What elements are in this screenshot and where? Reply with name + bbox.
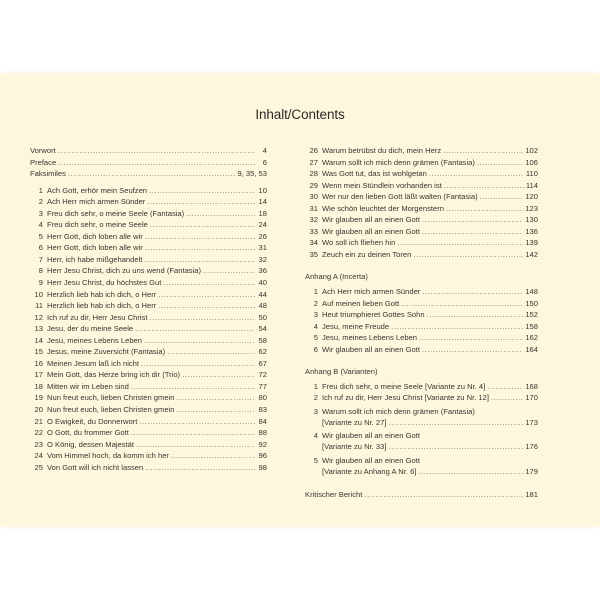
toc-entry[interactable]: [30, 404, 267, 416]
entry-number: 25: [34, 462, 43, 472]
entry-label: Jesu, der du meine Seele: [47, 324, 134, 334]
toc-entry[interactable]: [30, 381, 267, 393]
entry-label-continued: [Variante zu Anhang A Nr. 6]: [322, 467, 417, 477]
page-title: Inhalt/Contents: [255, 107, 345, 122]
entry-page: 92: [258, 439, 267, 449]
toc-entry[interactable]: [305, 249, 538, 261]
dot-leader: [480, 191, 524, 203]
entry-number: 11: [35, 301, 43, 311]
dot-leader: [58, 145, 255, 157]
entry-number: 28: [309, 169, 318, 179]
entry-number: 1: [313, 381, 318, 391]
dot-leader: [429, 168, 524, 180]
entry-label: Nun freut euch, lieben Christen gmein: [47, 405, 175, 415]
toc-entry[interactable]: [305, 180, 538, 192]
entry-number: 1: [38, 185, 43, 195]
entry-page: 120: [525, 192, 538, 202]
dot-leader: [422, 286, 523, 298]
toc-entry[interactable]: [30, 358, 267, 370]
contents-left-column: [30, 145, 267, 473]
entry-page: 31: [258, 243, 267, 253]
dot-leader: [203, 265, 255, 277]
dot-leader: [446, 203, 523, 215]
toc-entry[interactable]: [30, 231, 267, 243]
dot-leader: [182, 369, 255, 381]
appendix-a-list: [305, 286, 538, 355]
toc-entry[interactable]: [30, 208, 267, 220]
dot-leader: [419, 332, 523, 344]
entry-number: 2: [38, 197, 43, 207]
entry-page: 176: [525, 442, 538, 452]
dot-leader: [176, 392, 255, 404]
entry-label: Was Gott tut, das ist wohlgetan: [322, 169, 427, 179]
entry-label: Herr Gott, dich loben alle wir: [47, 243, 143, 253]
entry-number: 5: [313, 333, 318, 343]
toc-entry[interactable]: [305, 203, 538, 215]
entry-number: 33: [309, 226, 318, 236]
entry-number: 30: [309, 192, 318, 202]
entry-number: 18: [34, 381, 43, 391]
toc-entry[interactable]: [305, 286, 538, 298]
dot-leader: [443, 145, 523, 157]
entry-page: 168: [525, 381, 538, 391]
dot-leader: [186, 208, 255, 220]
dot-leader: [388, 441, 523, 453]
entry-label: Wir glauben all an einen Gott: [322, 344, 420, 354]
entry-page: 62: [258, 347, 267, 357]
entry-label: Herzlich lieb hab ich dich, o Herr: [47, 301, 157, 311]
entry-number: 6: [38, 243, 43, 253]
entry-label: Jesu, meines Lebens Leben: [47, 335, 142, 345]
dot-leader: [150, 219, 255, 231]
entry-label: Herr Jesu Christ, dich zu uns wend (Fantasia): [47, 266, 202, 276]
contents-page: [0, 74, 600, 526]
entry-number: 16: [34, 358, 43, 368]
entry-number: 2: [313, 393, 318, 403]
entry-label-continued: [Variante zu Nr. 27]: [322, 417, 387, 427]
toc-entry[interactable]: [305, 298, 538, 310]
toc-entry-faksimiles[interactable]: [30, 168, 267, 180]
entry-page: 83: [258, 405, 267, 415]
entry-page: 48: [258, 301, 267, 311]
entry-number: 35: [309, 249, 318, 259]
entry-page: 4: [262, 146, 267, 155]
entry-page: 58: [258, 335, 267, 345]
toc-entry[interactable]: [30, 450, 267, 462]
dot-leader: [68, 168, 236, 180]
entry-label: Mein Gott, das Herze bring ich dir (Trio): [47, 370, 181, 380]
toc-entry-kritischer-bericht[interactable]: [305, 489, 538, 501]
toc-entry[interactable]: [305, 145, 538, 157]
toc-entry[interactable]: [30, 300, 267, 312]
toc-entry-vorwort[interactable]: [30, 145, 267, 157]
entry-label: Wir glauben all an einen Gott: [322, 431, 420, 441]
toc-entry[interactable]: [305, 407, 538, 429]
toc-entry[interactable]: [30, 346, 267, 358]
entry-number: 5: [38, 231, 43, 241]
entry-page: 164: [525, 344, 538, 354]
toc-entry[interactable]: [305, 344, 538, 356]
right-entries-list: [305, 145, 538, 260]
entry-label: Warum sollt ich mich denn grämen (Fantasia): [322, 406, 475, 416]
dot-leader: [401, 298, 523, 310]
dot-leader: [444, 180, 524, 192]
entry-page: 102: [525, 146, 538, 155]
toc-entry[interactable]: [30, 427, 267, 439]
entry-label: Heut triumphieret Gottes Sohn: [322, 310, 425, 320]
entry-page: 10: [258, 185, 267, 195]
entry-label: O König, dessen Majestät: [47, 439, 134, 449]
entry-label: Zeuch ein zu deinen Toren: [322, 249, 412, 259]
entry-label: Freu dich sehr, o meine Seele [Variante zu Nr. 4]: [322, 381, 486, 391]
contents-right-column: [305, 145, 538, 500]
dot-leader: [413, 249, 523, 261]
entry-page: 26: [258, 231, 267, 241]
entry-number: 31: [309, 203, 318, 213]
entry-number: 4: [313, 321, 318, 331]
toc-entry[interactable]: [30, 196, 267, 208]
entry-page: 158: [525, 321, 538, 331]
entry-label: Freu dich sehr, o meine Seele (Fantasia): [47, 208, 185, 218]
entry-number: 12: [34, 312, 43, 322]
toc-entry[interactable]: [305, 157, 538, 169]
toc-entry[interactable]: [305, 237, 538, 249]
toc-entry[interactable]: [30, 219, 267, 231]
entry-number: 6: [313, 344, 318, 354]
dot-leader: [131, 427, 255, 439]
entry-page: 67: [258, 358, 267, 368]
toc-entry[interactable]: [30, 369, 267, 381]
dot-leader: [158, 300, 255, 312]
appendix-a-heading: Anhang A (Incerta): [305, 272, 368, 282]
entry-page: 6: [262, 157, 267, 167]
entry-label: Ach Herr mich armen Sünder: [322, 287, 421, 297]
dot-leader: [145, 231, 255, 243]
toc-entry[interactable]: [305, 168, 538, 180]
entry-label-continued: [Variante zu Nr. 33]: [322, 442, 387, 452]
entry-page: 77: [258, 381, 267, 391]
dot-leader: [135, 323, 255, 335]
entry-page: 136: [525, 226, 538, 236]
entry-number: 4: [38, 220, 43, 230]
entry-page: 162: [525, 333, 538, 343]
toc-entry[interactable]: [30, 185, 267, 197]
entry-label: Wir glauben all an einen Gott: [322, 226, 420, 236]
entry-label: Vom Himmel hoch, da komm ich her: [47, 451, 169, 461]
dot-leader: [422, 344, 523, 356]
entry-page: 32: [258, 254, 267, 264]
entry-page: 98: [258, 462, 267, 472]
dot-leader: [477, 157, 523, 169]
entry-number: 8: [38, 266, 43, 276]
dot-leader: [144, 335, 255, 347]
entry-page: 110: [525, 169, 538, 179]
toc-entry[interactable]: [30, 242, 267, 254]
dot-leader: [418, 466, 523, 478]
entry-page: 106: [525, 157, 538, 167]
entry-page: 18: [258, 208, 267, 218]
toc-entry[interactable]: [30, 277, 267, 289]
dot-leader: [391, 321, 523, 333]
entry-label: O Ewigkeit, du Donnerwort: [47, 416, 138, 426]
entry-number: 3: [313, 406, 318, 416]
dot-leader: [422, 214, 523, 226]
entry-number: 23: [34, 439, 43, 449]
toc-entry[interactable]: [305, 332, 538, 344]
left-entries-list: [30, 185, 267, 474]
entry-label: Jesu, meines Lebens Leben: [322, 333, 417, 343]
entry-page: 9, 35, 53: [237, 169, 267, 179]
entry-label: Herzlich lieb hab ich dich, o Herr: [47, 289, 157, 299]
entry-page: 150: [525, 298, 538, 308]
entry-number: 13: [34, 324, 43, 334]
entry-number: 10: [34, 289, 43, 299]
entry-label: Nun freut euch, lieben Christen gmein: [47, 393, 175, 403]
dot-leader: [145, 462, 255, 474]
dot-leader: [131, 381, 255, 393]
entry-page: 50: [258, 312, 267, 322]
entry-number: 26: [309, 146, 318, 155]
entry-page: 14: [258, 197, 267, 207]
toc-entry[interactable]: [30, 335, 267, 347]
toc-entry[interactable]: [30, 323, 267, 335]
entry-label: Auf meinen lieben Gott: [322, 298, 400, 308]
entry-label: Freu dich sehr, o meine Seele: [47, 220, 148, 230]
dot-leader: [58, 157, 255, 169]
dot-leader: [136, 439, 255, 451]
toc-entry[interactable]: [305, 309, 538, 321]
entry-number: 22: [34, 428, 43, 438]
entry-label: Wo soll ich fliehen hin: [322, 238, 396, 248]
entry-label: Faksimiles: [30, 169, 66, 179]
entry-number: 27: [309, 157, 318, 167]
entry-number: 24: [34, 451, 43, 461]
entry-number: 17: [34, 370, 43, 380]
entry-page: 152: [525, 310, 538, 320]
entry-page: 173: [525, 417, 538, 427]
dot-leader: [491, 392, 523, 404]
entry-number: 20: [34, 405, 43, 415]
entry-label: Ach Herr mich armen Sünder: [47, 197, 146, 207]
toc-entry[interactable]: [305, 431, 538, 453]
entry-number: 34: [309, 238, 318, 248]
toc-entry[interactable]: [30, 462, 267, 474]
entry-label: Vorwort: [30, 146, 56, 155]
toc-entry[interactable]: [305, 381, 538, 393]
entry-label: Ach Gott, erhör mein Seufzen: [47, 185, 148, 195]
entry-page: 80: [258, 393, 267, 403]
entry-label: Wenn mein Stündlein vorhanden ist: [322, 180, 442, 190]
dot-leader: [158, 289, 255, 301]
dot-leader: [141, 358, 255, 370]
dot-leader: [427, 309, 524, 321]
entry-label: Jesus, meine Zuversicht (Fantasia): [47, 347, 166, 357]
entry-label: Kritischer Bericht: [305, 489, 363, 499]
entry-page: 54: [258, 324, 267, 334]
toc-entry[interactable]: [305, 214, 538, 226]
entry-label: Warum betrübst du dich, mein Herz: [322, 146, 442, 155]
toc-entry[interactable]: [30, 439, 267, 451]
dot-leader: [144, 254, 255, 266]
entry-page: 139: [525, 238, 538, 248]
toc-entry[interactable]: [305, 191, 538, 203]
entry-label: Warum sollt ich mich denn grämen (Fantasia): [322, 157, 475, 167]
toc-entry[interactable]: [30, 312, 267, 324]
dot-leader: [149, 185, 255, 197]
entry-page: 96: [258, 451, 267, 461]
dot-leader: [422, 226, 523, 238]
toc-entry[interactable]: [30, 254, 267, 266]
entry-label: Jesu, meine Freude: [322, 321, 390, 331]
dot-leader: [487, 381, 523, 393]
toc-entry-preface[interactable]: [30, 157, 267, 169]
entry-number: 7: [38, 254, 43, 264]
entry-label: Herr Gott, dich loben alle wir: [47, 231, 143, 241]
entry-number: 2: [313, 298, 318, 308]
entry-page: 123: [525, 203, 538, 213]
dot-leader: [147, 196, 255, 208]
toc-entry[interactable]: [305, 321, 538, 333]
dot-leader: [364, 489, 523, 501]
entry-page: 72: [258, 370, 267, 380]
entry-page: 24: [258, 220, 267, 230]
entry-label: Wer nur den lieben Gott läßt walten (Fantasia): [322, 192, 478, 202]
entry-number: 4: [313, 431, 318, 441]
entry-page: 179: [525, 467, 538, 477]
toc-entry[interactable]: [30, 289, 267, 301]
entry-page: 170: [525, 393, 538, 403]
entry-number: 3: [313, 310, 318, 320]
entry-number: 5: [313, 456, 318, 466]
dot-leader: [167, 346, 255, 358]
entry-page: 114: [525, 180, 538, 190]
entry-label: Herr, ich habe mißgehandelt: [47, 254, 143, 264]
appendix-b-two-line-list: [305, 407, 538, 478]
entry-number: 1: [313, 287, 318, 297]
entry-number: 14: [34, 335, 43, 345]
entry-page: 88: [258, 428, 267, 438]
dot-leader: [388, 417, 523, 429]
entry-number: 32: [309, 215, 318, 225]
entry-label: Ich ruf zu dir, Herr Jesu Christ: [47, 312, 148, 322]
entry-label: Meinen Jesum laß ich nicht: [47, 358, 140, 368]
entry-label: Wir glauben all an einen Gott: [322, 215, 420, 225]
entry-label: Von Gott will ich nicht lassen: [47, 462, 144, 472]
dot-leader: [163, 277, 255, 289]
toc-entry[interactable]: [305, 456, 538, 478]
dot-leader: [139, 416, 255, 428]
toc-entry[interactable]: [30, 392, 267, 404]
entry-page: 36: [258, 266, 267, 276]
entry-label: Wie schön leuchtet der Morgenstern: [322, 203, 444, 213]
entry-label: Wir glauben all an einen Gott: [322, 456, 420, 466]
entry-page: 84: [258, 416, 267, 426]
entry-page: 148: [525, 287, 538, 297]
toc-entry[interactable]: [305, 226, 538, 238]
dot-leader: [176, 404, 255, 416]
toc-entry[interactable]: [30, 416, 267, 428]
entry-page: 130: [525, 215, 538, 225]
entry-page: 44: [258, 289, 267, 299]
dot-leader: [397, 237, 523, 249]
entry-number: 29: [309, 180, 318, 190]
entry-label: Mitten wir im Leben sind: [47, 381, 129, 391]
entry-page: 142: [525, 249, 538, 259]
entry-label: Preface: [30, 157, 57, 167]
entry-label: Herr Jesu Christ, du höchstes Gut: [47, 278, 162, 288]
dot-leader: [171, 450, 255, 462]
entry-number: 15: [34, 347, 43, 357]
toc-entry[interactable]: [305, 392, 538, 404]
toc-entry[interactable]: [30, 265, 267, 277]
appendix-b-heading: Anhang B (Varianten): [305, 367, 378, 377]
dot-leader: [145, 242, 255, 254]
dot-leader: [149, 312, 255, 324]
entry-number: 9: [38, 278, 43, 288]
appendix-b-list: [305, 381, 538, 404]
entry-page: 40: [258, 278, 267, 288]
entry-page: 181: [525, 489, 538, 499]
entry-number: 19: [34, 393, 43, 403]
entry-label: Ich ruf zu dir, Herr Jesu Christ [Variante zu Nr. 12]: [322, 393, 489, 403]
entry-number: 3: [38, 208, 43, 218]
entry-number: 21: [34, 416, 43, 426]
entry-label: O Gott, du frommer Gott: [47, 428, 129, 438]
